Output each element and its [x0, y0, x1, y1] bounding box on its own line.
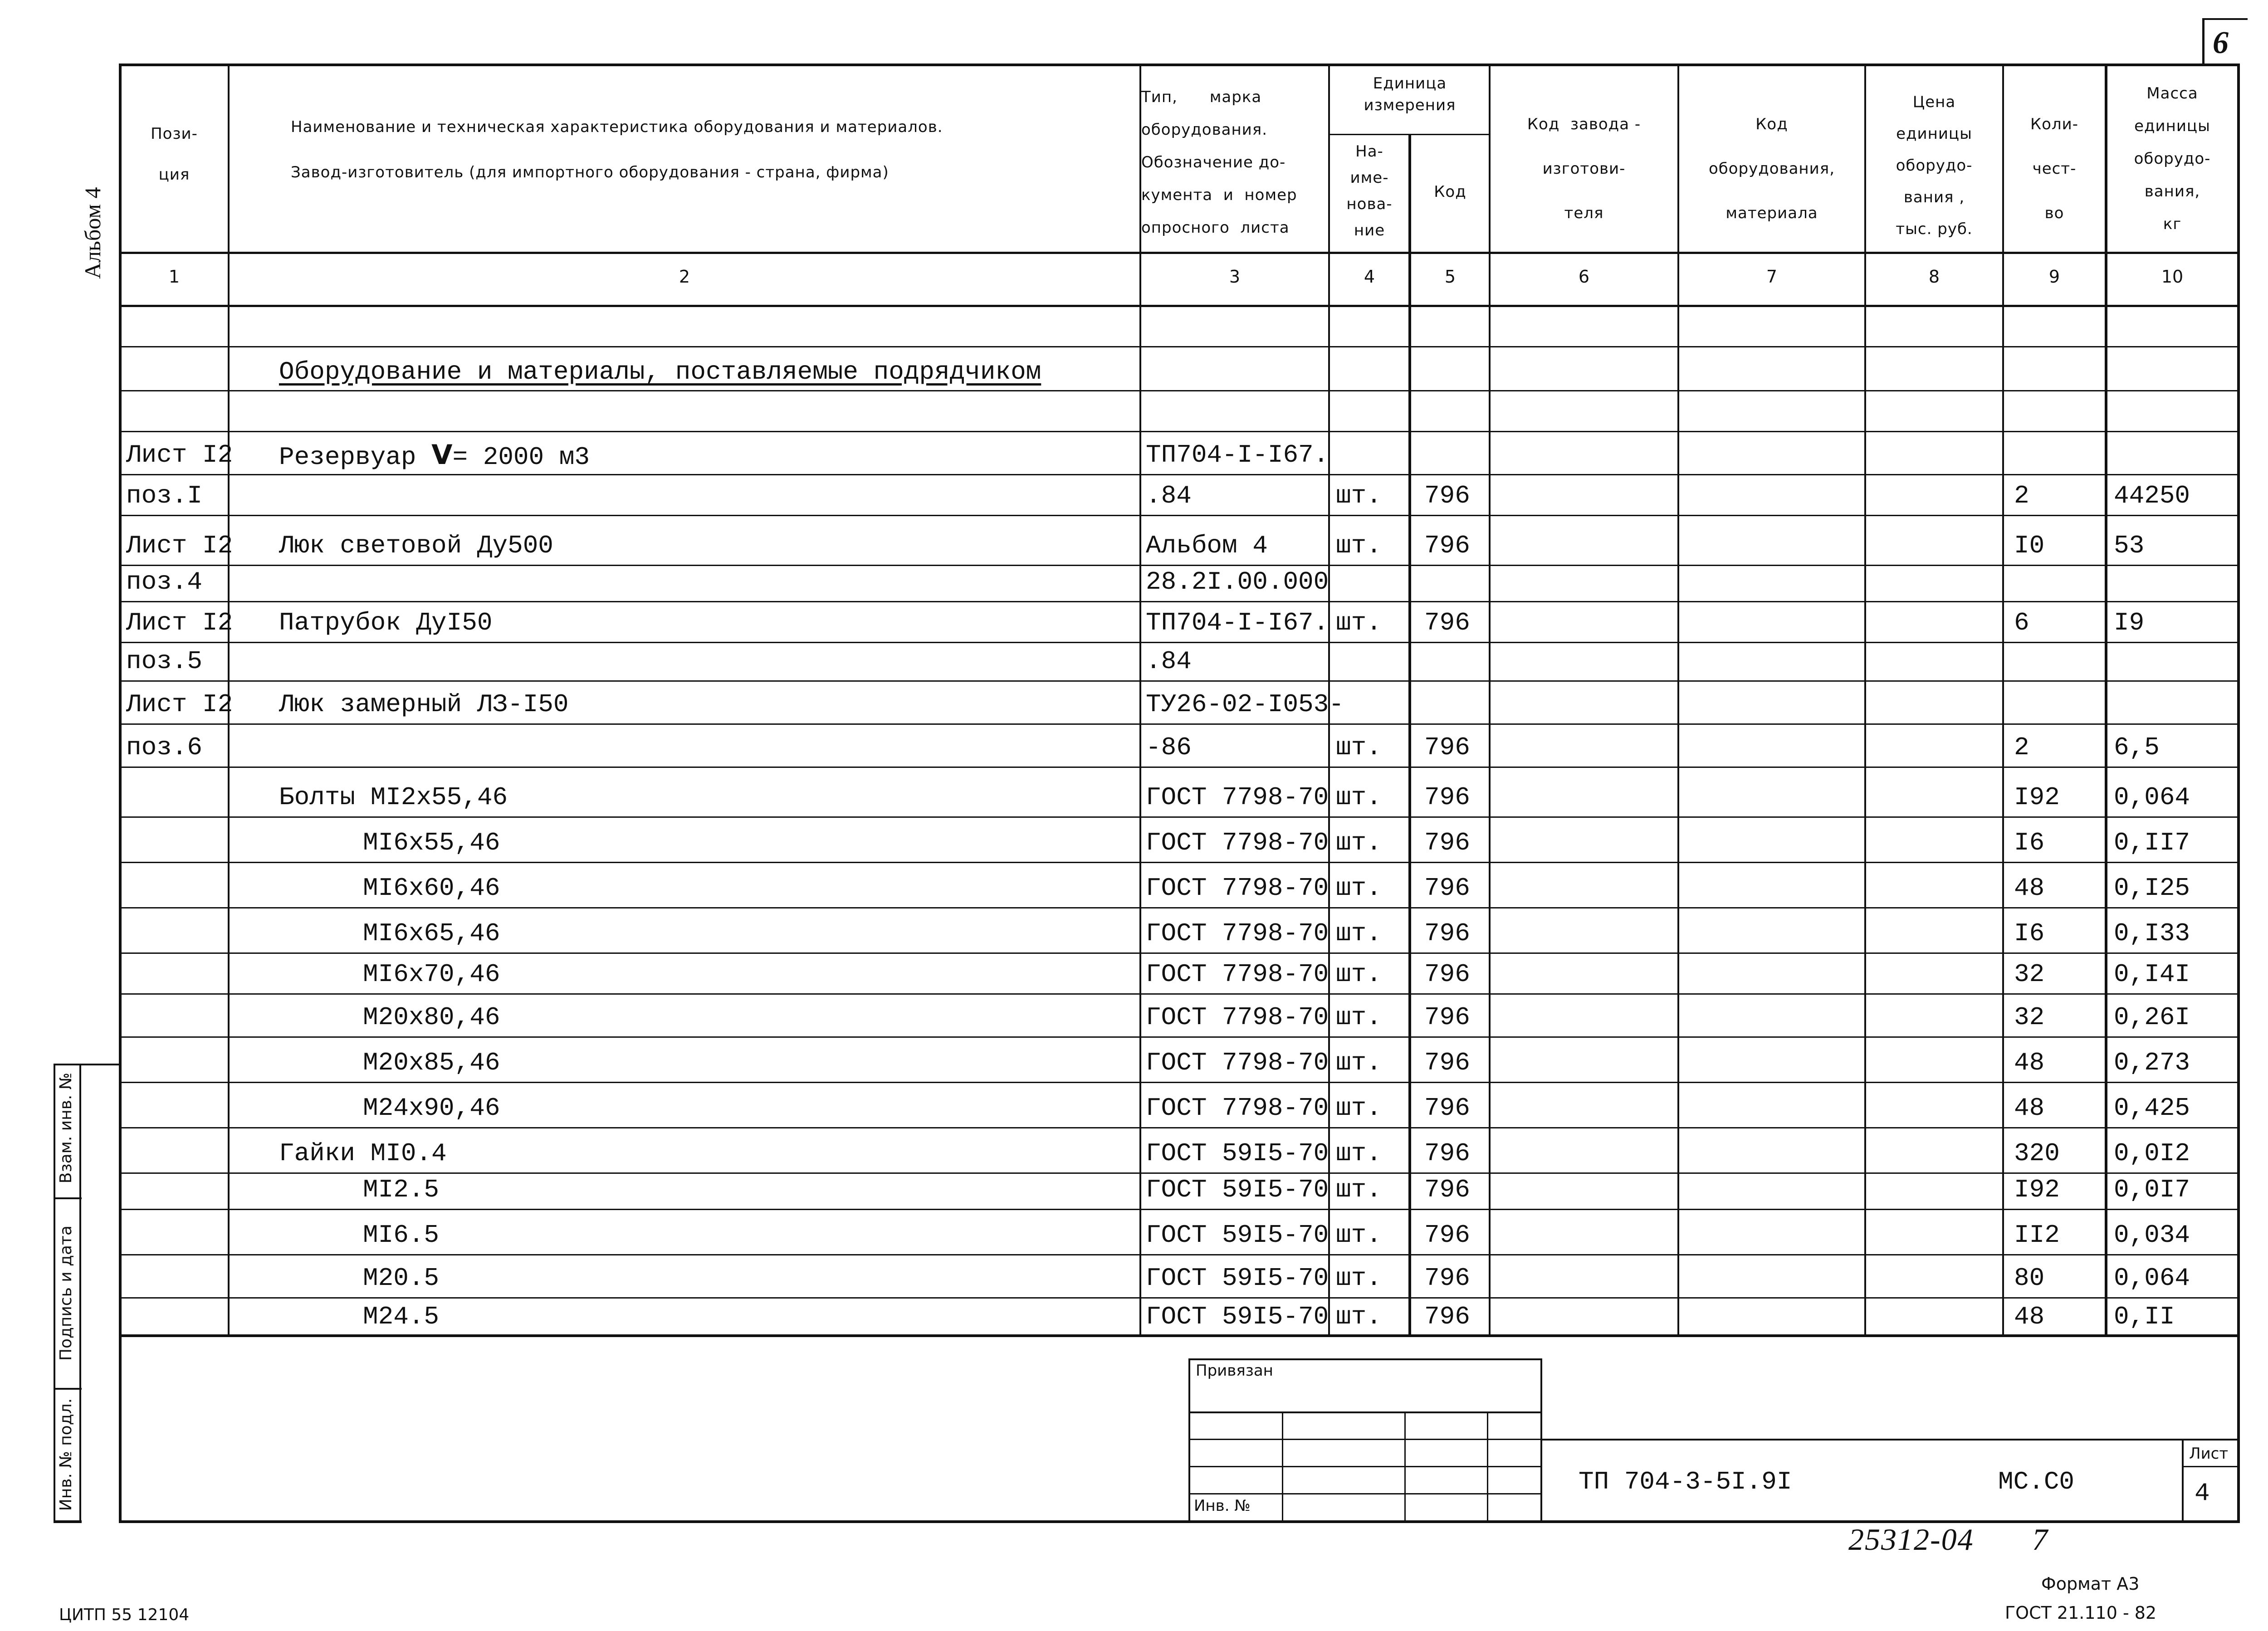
cell-type: 28.2I.00.000 — [1146, 567, 1329, 596]
cell-unit: шт. — [1336, 1221, 1382, 1250]
row-divider — [119, 816, 2240, 818]
cell-qty: 2 — [2014, 733, 2029, 762]
cell-code: 796 — [1424, 783, 1470, 812]
cell-type: Альбом 4 — [1146, 531, 1268, 560]
cell-name: МI6.5 — [363, 1221, 440, 1250]
cell-qty: I6 — [2014, 919, 2045, 948]
row-divider — [119, 1336, 2240, 1337]
header-type: Тип, марка оборудования. Обозначение до- кумента и номер опросного листа — [1141, 88, 1297, 237]
cell-type: ТУ26-02-I053- — [1146, 690, 1344, 719]
colnum-8: 8 — [1928, 267, 1940, 287]
sheet-label: Лист — [2189, 1445, 2229, 1463]
cell-mass: 0,064 — [2114, 783, 2190, 812]
cell-code: 796 — [1424, 481, 1470, 510]
cell-type: .84 — [1146, 481, 1192, 510]
header-mass: Масса единицы оборудо- вания, кг — [2134, 84, 2211, 233]
row-divider — [119, 952, 2240, 954]
cell-type: ГОСТ 59I5-70 — [1146, 1221, 1329, 1250]
cell-qty: I6 — [2014, 828, 2045, 857]
cell-pos: поз.6 — [126, 733, 203, 762]
cell-code: 796 — [1424, 1048, 1470, 1077]
cell-name: МI6х70,46 — [363, 960, 500, 989]
doc-code: ТП 704-3-5I.9I — [1579, 1467, 1792, 1496]
cell-qty: 2 — [2014, 481, 2029, 510]
cell-type: ГОСТ 7798-70 — [1146, 783, 1329, 812]
row-divider — [119, 1082, 2240, 1083]
cell-unit: шт. — [1336, 1003, 1382, 1032]
corner-mark-text: 6 — [2213, 25, 2229, 60]
cell-mass: 0,425 — [2114, 1094, 2190, 1123]
cell-unit: шт. — [1336, 1302, 1382, 1331]
doc-mark: МС.С0 — [1998, 1467, 2075, 1496]
cell-type: ГОСТ 7798-70 — [1146, 874, 1329, 903]
cell-qty: 32 — [2014, 1003, 2045, 1032]
cell-code: 796 — [1424, 1175, 1470, 1204]
cell-type: ГОСТ 7798-70 — [1146, 1003, 1329, 1032]
cell-name: Гайки МI0.4 — [279, 1139, 447, 1168]
cell-mass: 0,0I2 — [2114, 1139, 2190, 1168]
volume-symbol: V — [431, 439, 453, 471]
cell-mass: 0,II7 — [2114, 828, 2190, 857]
cell-qty: 48 — [2014, 1302, 2045, 1331]
header-equipment-code: Код оборудования, материала — [1708, 115, 1835, 222]
row-divider — [119, 515, 2240, 516]
volume-value: = 2000 м3 — [452, 443, 590, 472]
inv-no-label: Инв. № — [1194, 1497, 1251, 1515]
row-divider — [119, 680, 2240, 682]
cell-pos: поз.4 — [126, 567, 203, 596]
cell-unit: шт. — [1336, 481, 1382, 510]
cell-name: М20х85,46 — [363, 1048, 500, 1077]
cell-pos: Лист I2 — [126, 440, 233, 469]
row-divider — [119, 601, 2240, 602]
row-divider — [119, 1297, 2240, 1299]
cell-unit: шт. — [1336, 1094, 1382, 1123]
cell-name: Патрубок ДуI50 — [279, 608, 493, 637]
cell-code: 796 — [1424, 608, 1470, 637]
section-title: Оборудование и материалы, поставляемые подрядчиком — [279, 357, 1041, 386]
cell-code: 796 — [1424, 1139, 1470, 1168]
cell-unit: шт. — [1336, 1175, 1382, 1204]
header-unit-group: Единица измерения — [1364, 74, 1456, 114]
cell-type: ГОСТ 59I5-70 — [1146, 1139, 1329, 1168]
cell-type: ГОСТ 7798-70 — [1146, 828, 1329, 857]
cell-name: МI6х65,46 — [363, 919, 500, 948]
cell-type: ТП704-I-I67. — [1146, 608, 1329, 637]
cell-name: Болты МI2х55,46 — [279, 783, 508, 812]
cell-name: М20.5 — [363, 1264, 440, 1293]
cell-unit: шт. — [1336, 960, 1382, 989]
row-divider — [119, 993, 2240, 995]
colnum-6: 6 — [1578, 267, 1590, 287]
cell-mass: 0,273 — [2114, 1048, 2190, 1077]
cell-type: ГОСТ 59I5-70 — [1146, 1175, 1329, 1204]
cell-unit: шт. — [1336, 733, 1382, 762]
cell-type: .84 — [1146, 647, 1192, 676]
cell-name: М24.5 — [363, 1302, 440, 1331]
row-divider — [119, 862, 2240, 863]
cell-unit: шт. — [1336, 1139, 1382, 1168]
cell-unit: шт. — [1336, 783, 1382, 812]
cell-qty: 320 — [2014, 1139, 2060, 1168]
row-divider — [119, 1254, 2240, 1255]
cell-unit: шт. — [1336, 608, 1382, 637]
cell-mass: 0,034 — [2114, 1221, 2190, 1250]
cell-qty: 48 — [2014, 1094, 2045, 1123]
cell-mass: I9 — [2114, 608, 2145, 637]
gost-footer: ГОСТ 21.110 - 82 — [2005, 1603, 2157, 1623]
cell-type: ГОСТ 7798-70 — [1146, 960, 1329, 989]
cell-mass: 6,5 — [2114, 733, 2160, 762]
cell-code: 796 — [1424, 874, 1470, 903]
row-divider — [119, 642, 2240, 643]
colnum-10: 10 — [2161, 267, 2184, 287]
row-divider — [119, 1036, 2240, 1038]
cell-code: 796 — [1424, 531, 1470, 560]
cell-code: 796 — [1424, 1094, 1470, 1123]
cell-mass: 0,II — [2114, 1302, 2175, 1331]
cell-code: 796 — [1424, 828, 1470, 857]
header-price: Цена единицы оборудо- вания , тыс. руб. — [1896, 93, 1973, 238]
cell-mass: 0,I25 — [2114, 874, 2190, 903]
cell-name: Люк замерный ЛЗ-I50 — [279, 690, 569, 719]
inv-podl-label: Инв. № подл. — [57, 1398, 75, 1511]
handwritten-suffix: 7 — [2032, 1522, 2048, 1557]
cell-mass: 0,26I — [2114, 1003, 2190, 1032]
header-position: Пози- ция — [151, 125, 198, 184]
cell-qty: 32 — [2014, 960, 2045, 989]
header-name-line2: Завод-изготовитель (для импортного оборудования - страна, фирма) — [291, 163, 889, 181]
cell-qty: 80 — [2014, 1264, 2045, 1293]
vzam-inv-label: Взам. инв. № — [57, 1072, 75, 1184]
cell-type: -86 — [1146, 733, 1192, 762]
row-divider — [119, 474, 2240, 475]
cell-type: ТП704-I-I67. — [1146, 440, 1329, 469]
cell-type: ГОСТ 7798-70 — [1146, 1094, 1329, 1123]
cell-unit: шт. — [1336, 1048, 1382, 1077]
cell-code: 796 — [1424, 733, 1470, 762]
cell-unit: шт. — [1336, 828, 1382, 857]
bottom-left-code: ЦИТП 55 12104 — [59, 1606, 190, 1624]
row-divider — [119, 1127, 2240, 1128]
cell-pos: Лист I2 — [126, 531, 233, 560]
cell-name: МI6х60,46 — [363, 874, 500, 903]
cell-pos: Лист I2 — [126, 690, 233, 719]
colnum-1: 1 — [168, 267, 180, 287]
row-divider — [119, 767, 2240, 768]
cell-type: ГОСТ 7798-70 — [1146, 1048, 1329, 1077]
handwritten-number: 25312-04 — [1848, 1522, 1974, 1557]
cell-code: 796 — [1424, 1003, 1470, 1032]
sheet-number: 4 — [2195, 1479, 2210, 1508]
cell-code: 796 — [1424, 960, 1470, 989]
cell-unit: шт. — [1336, 874, 1382, 903]
podpis-label: Подпись и дата — [57, 1225, 75, 1361]
cell-qty: I0 — [2014, 531, 2045, 560]
cell-code: 796 — [1424, 1221, 1470, 1250]
cell-mass: 53 — [2114, 531, 2145, 560]
cell-qty: 6 — [2014, 608, 2029, 637]
cell-mass: 0,0I7 — [2114, 1175, 2190, 1204]
cell-type: ГОСТ 59I5-70 — [1146, 1302, 1329, 1331]
cell-qty: II2 — [2014, 1221, 2060, 1250]
cell-unit: шт. — [1336, 531, 1382, 560]
cell-pos: Лист I2 — [126, 608, 233, 637]
cell-code: 796 — [1424, 1264, 1470, 1293]
colnum-5: 5 — [1444, 267, 1456, 287]
header-unit-code: Код — [1434, 183, 1466, 201]
cell-mass: 0,I33 — [2114, 919, 2190, 948]
header-factory-code: Код завода - изготови- теля — [1527, 115, 1641, 222]
colnum-9: 9 — [2048, 267, 2060, 287]
cell-mass: 0,I4I — [2114, 960, 2190, 989]
cell-unit: шт. — [1336, 919, 1382, 948]
cell-qty: 48 — [2014, 1048, 2045, 1077]
cell-qty: 48 — [2014, 874, 2045, 903]
row-divider — [119, 565, 2240, 566]
header-qty: Коли- чест- во — [2030, 115, 2079, 222]
header-name-line1: Наименование и техническая характеристика оборудования и материалов. — [291, 118, 943, 136]
header-name — [230, 104, 1201, 195]
cell-mass: 0,064 — [2114, 1264, 2190, 1293]
cell-name: МI6х55,46 — [363, 828, 500, 857]
cell-pos: поз.5 — [126, 647, 203, 676]
colnum-4: 4 — [1364, 267, 1375, 287]
colnum-7: 7 — [1766, 267, 1778, 287]
row-divider — [119, 907, 2240, 908]
cell-name: МI2.5 — [363, 1175, 440, 1204]
cell-qty: I92 — [2014, 1175, 2060, 1204]
album-side-label: Альбом 4 — [80, 187, 105, 279]
format-label: Формат А3 — [2041, 1574, 2140, 1594]
cell-code: 796 — [1424, 919, 1470, 948]
cell-type: ГОСТ 7798-70 — [1146, 919, 1329, 948]
cell-qty: I92 — [2014, 783, 2060, 812]
cell-pos: поз.I — [126, 481, 203, 510]
cell-type: ГОСТ 59I5-70 — [1146, 1264, 1329, 1293]
colnum-2: 2 — [679, 267, 690, 287]
row-divider — [119, 1209, 2240, 1210]
cell-name: Люк световой Ду500 — [279, 531, 553, 560]
cell-name: М20х80,46 — [363, 1003, 500, 1032]
colnum-3: 3 — [1229, 267, 1241, 287]
row-divider — [119, 1172, 2240, 1174]
cell-unit: шт. — [1336, 1264, 1382, 1293]
privyazan-label: Привязан — [1196, 1362, 1273, 1380]
cell-name: Резервуар V= 2000 м3 — [279, 439, 590, 472]
cell-mass: 44250 — [2114, 481, 2190, 510]
cell-name: М24х90,46 — [363, 1094, 500, 1123]
header-unit-name: На- име- нова- ние — [1346, 142, 1393, 239]
cell-code: 796 — [1424, 1302, 1470, 1331]
row-divider — [119, 723, 2240, 725]
